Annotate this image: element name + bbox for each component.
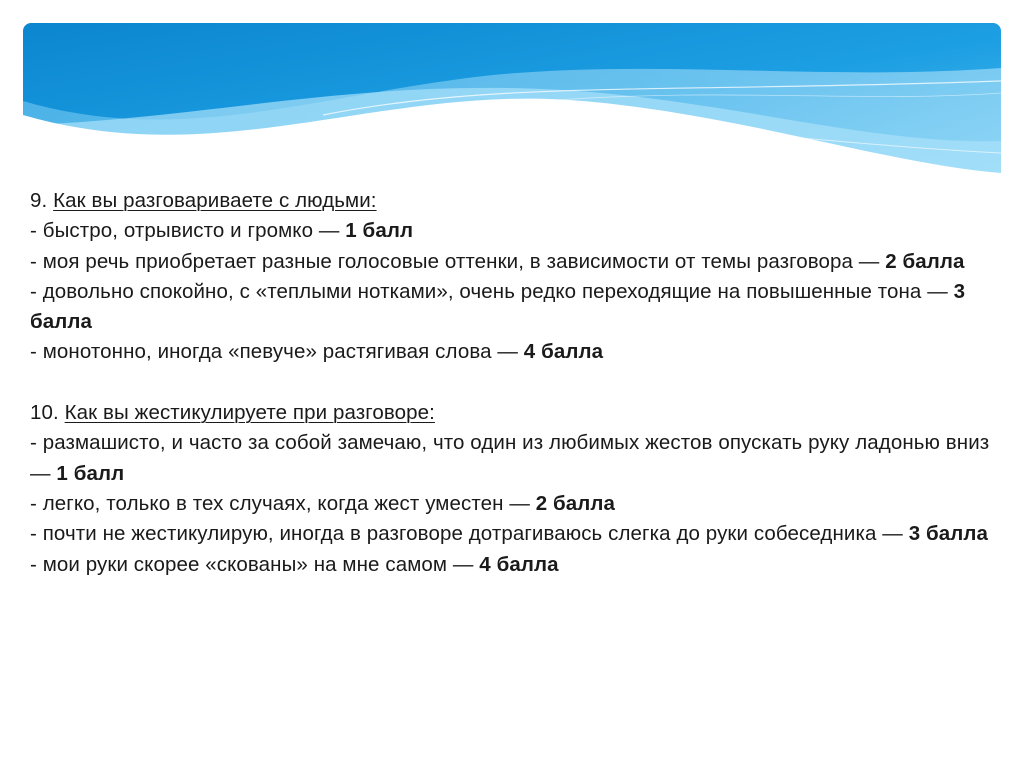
wave-decoration — [23, 23, 1001, 193]
answer-score: 1 балл — [56, 461, 125, 485]
question-number: 9. — [30, 189, 48, 212]
answer-option — [30, 489, 1005, 519]
answer-score: 3 балла — [30, 279, 966, 334]
answer-score: 3 балла — [908, 522, 988, 546]
answer-option — [30, 337, 1005, 367]
answer-option — [30, 428, 1005, 489]
answer-score: 2 балла — [535, 491, 616, 515]
question-heading — [30, 398, 1005, 428]
answer-text: - размашисто, и часто за собой замечаю, что один из любимых жестов опускать руку ладонью вниз — — [30, 431, 990, 485]
answer-score: 2 балла — [885, 249, 965, 273]
answer-text: - почти не жестикулирую, иногда в разговоре дотрагиваюсь слегка до руки собеседника — — [30, 522, 909, 546]
answer-text: - довольно спокойно, с «теплыми нотками», очень редко переходящие на повышенные тона — — [30, 279, 954, 303]
answer-text: - мои руки скорее «скованы» на мне самом — — [30, 552, 480, 576]
question-10 — [30, 398, 1005, 580]
answer-text: - легко, только в тех случаях, когда жест уместен — — [30, 491, 536, 515]
answer-text: - моя речь приобретает разные голосовые оттенки, в зависимости от темы разговора — — [30, 249, 886, 273]
answer-option — [30, 247, 1005, 277]
answer-option — [30, 550, 1005, 580]
question-9 — [30, 186, 1005, 368]
header-wave-banner — [23, 23, 1001, 193]
answer-score: 4 балла — [523, 340, 604, 364]
question-number: 10. — [30, 401, 59, 425]
question-title: Как вы разговариваете с людьми: — [53, 189, 377, 212]
answer-score: 4 балла — [479, 552, 559, 576]
answer-option — [30, 216, 1005, 246]
answer-text: - монотонно, иногда «певуче» растягивая слова — — [30, 340, 524, 364]
answer-option — [30, 519, 1005, 549]
question-title: Как вы жестикулируете при разговоре: — [64, 401, 435, 425]
slide-content — [30, 186, 1005, 580]
question-heading — [30, 186, 1005, 216]
answer-text: - быстро, отрывисто и громко — — [30, 219, 346, 243]
answer-score: 1 балл — [345, 219, 414, 243]
answer-option — [30, 277, 1005, 338]
